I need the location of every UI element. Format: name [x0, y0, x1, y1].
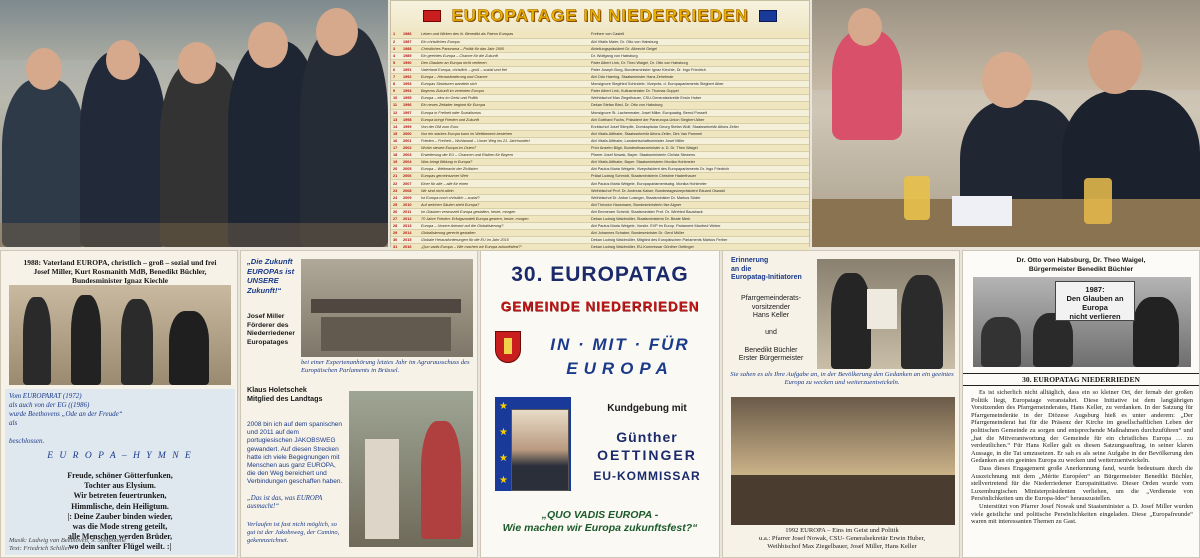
program-row	[391, 208, 809, 215]
program-row-theme: Globale Herausforderungen für die EU im Jahr 2015	[419, 237, 589, 244]
miller-quote: „Die Zukunft EUROPAs ist UNSERE Zukunft!“	[247, 257, 295, 295]
program-row-year: 1990	[401, 59, 419, 66]
program-row-year: 1998	[401, 116, 419, 123]
program-row-theme: Im Glauben verwurzelt Europa gestalten, heute, morgen	[419, 208, 589, 215]
program-row-year: 2006	[401, 173, 419, 180]
coat-of-arms-icon	[495, 331, 521, 363]
program-row-theme: Europa bringt Frieden und Zukunft	[419, 116, 589, 123]
program-row-theme: Europas gemeinsamer Wert	[419, 173, 589, 180]
program-row-theme: Ein neues Zeitalter beginnt für Europa	[419, 102, 589, 109]
program-row-theme: Ein geeintes Europa – Chance für die Zukunft	[419, 52, 589, 59]
program-row	[391, 180, 809, 187]
program-row-year: 1997	[401, 109, 419, 116]
program-row-speakers: Abt Emmeram Scheidl, Staatsminister Prof. Dr. Winfried Bausback	[589, 208, 809, 215]
group-photo	[0, 0, 388, 247]
program-row-theme: Einer für alle – alle für einen	[419, 180, 589, 187]
program-row-year: 1993	[401, 81, 419, 88]
poster-office: EU-KOMMISSAR	[593, 469, 701, 483]
program-row	[391, 95, 809, 102]
program-row-number: 8	[391, 81, 401, 88]
hymn-caption: Vom EUROPARAT (1972) als auch von der EG ((1986) wurde Beethovens „Ode an der Freude“ als beschlossen.	[9, 392, 123, 445]
program-row-number: 26	[391, 208, 401, 215]
article-text	[971, 389, 1193, 526]
program-row-number: 9	[391, 88, 401, 95]
poster-last-name: OETTINGER	[597, 447, 697, 463]
poster-question: „QUO VADIS EUROPA - Wie machen wir Europa zukunftsfest?“	[502, 509, 698, 534]
program-row-speakers: Prior Anselm Bilgri, Bundesfinanzminister a. D. Dr. Theo Waigel	[589, 145, 809, 152]
program-row-theme: Europas Strukturen wandeln sich	[419, 81, 589, 88]
program-row	[391, 52, 809, 59]
program-row	[391, 187, 809, 194]
initiators-names: Pfarrgemeinderats- vorsitzender Hans Keller und Benedikt Büchler Erster Bürgermeister	[738, 295, 804, 363]
holetschek-name: Klaus Holetschek Mitglied des Landtags	[247, 385, 323, 403]
program-row-speakers: Abt Vitalis Maier, Dr. Otto von Habsburg	[589, 38, 809, 45]
program-row-number: 3	[391, 45, 401, 52]
program-row-theme: Wohin steuert Europa im Osten?	[419, 145, 589, 152]
program-row	[391, 152, 809, 159]
program-row-speakers: Abt Paulus Maria Weigele, Vorsitz. EVP im Europ. Parlament Manfred Weber	[589, 223, 809, 230]
program-row-number: 19	[391, 159, 401, 166]
program-row-theme: Europa – Unsere Antwort auf die Globalisierung?	[419, 223, 589, 230]
jakobsweg-photo	[349, 391, 473, 547]
poster-motto-line1: IN · MIT · FÜR	[550, 335, 690, 354]
program-row	[391, 88, 809, 95]
program-row-speakers: Pater Joseph Burg, Bundesminister Ignaz Kiechle, Dr. Ingo Friedrich	[589, 66, 809, 73]
program-row-year: 2000	[401, 130, 419, 137]
program-row-speakers: Abteilungspräsident Dr. Albrecht Geigel	[589, 45, 809, 52]
program-row-year: 2002	[401, 145, 419, 152]
program-row-speakers: Abt Gotthard Fuchs, Präsident der Paneuropa-Union Siegbert Alber	[589, 116, 809, 123]
program-row-speakers: Abt Paulus Maria Weigele, Europaparlamentsabg. Monika Hohlmeier	[589, 180, 809, 187]
program-row-year: 2009	[401, 194, 419, 201]
program-row-speakers: Abt Odo Haering, Staatsminister Hans Zehetmair	[589, 74, 809, 81]
program-row-speakers: Pfarrer Josef Nowak, Bayer. Staatsministerin Christa Stewens	[589, 152, 809, 159]
program-row-year: 2004	[401, 159, 419, 166]
program-row-speakers: Abt Paulus Maria Weigele, Vizepräsident des Europaparlaments Dr. Ingo Friedrich	[589, 166, 809, 173]
program-row	[391, 145, 809, 152]
program-row-year: 2013	[401, 223, 419, 230]
flag-icon	[423, 10, 441, 22]
program-row-number: 29	[391, 230, 401, 237]
program-row-theme: Frieden – Freiheit – Wohlstand – Unser Weg ins 21. Jahrhundert	[419, 137, 589, 144]
program-row	[391, 45, 809, 52]
program-row-speakers: Abt Vitalis Altthaler, Landwirtschaftsminister Josef Miller	[589, 137, 809, 144]
miller-name: Josef Miller Förderer des Niederriedener Europatages	[247, 313, 295, 346]
program-row	[391, 137, 809, 144]
program-row-number: 6	[391, 66, 401, 73]
program-row	[391, 215, 809, 222]
program-row	[391, 130, 809, 137]
initiators-title: Erinnerung an die Europatag-Initiatoren	[731, 257, 802, 282]
program-row	[391, 223, 809, 230]
panel-initiators	[722, 250, 960, 558]
holetschek-quote: „Das ist das, was EUROPA ausmacht!“	[247, 495, 323, 511]
program-title: EUROPATAGE IN NIEDERRIEDEN	[451, 6, 749, 25]
article-photo-header: Dr. Otto von Habsburg, Dr. Theo Waigel, Bürgermeister Benedikt Büchler	[1016, 257, 1146, 273]
program-row-speakers: Abt Vitalis Altthaler, Staatssekretär Alfons Zeller, Dirk Van Pammel	[589, 130, 809, 137]
program-row-theme: Leben und Wirken des hl. Benedikt als Patron Europas	[419, 31, 589, 38]
program-row-speakers: Abt Johannes Schaber, Bundesminister Dr. Gerd Müller	[589, 230, 809, 237]
program-row-theme: Was bringt Bildung in Europa?	[419, 159, 589, 166]
program-row-theme: Globalisierung gerecht gestalten	[419, 230, 589, 237]
panel-1988-header: 1988: Vaterland EUROPA, christlich – groß – sozial und frei Josef Miller, Kurt Rosmanith MdB, Benedikt Büchler, Bundesminister Ignaz Kiechle	[23, 258, 217, 285]
program-row-year: 2012	[401, 215, 419, 222]
program-row-number: 1	[391, 31, 401, 38]
program-row-theme: Nur ein starkes Europa kann im Wettbewerb bestehen	[419, 130, 589, 137]
program-row-year: 2011	[401, 208, 419, 215]
program-row-year: 2007	[401, 180, 419, 187]
program-row-number: 17	[391, 145, 401, 152]
article-paragraph: Es ist sicherlich nicht alltäglich, dass ein so kleiner Ort, der fernab der großen Politik liegt, Europatage veranstaltet. Diese Initiative ist dem langjährigen Vorsitzenden des Pfarrgemeinderates, Hans Keller, zu verdanken. In der Satzung für Pfarrgemeinderäte in der Diözese Augsburg hieß es unter anderem: „Der Pfarrgemeinderat hat für die Präsenz der Kirche im gesellschaftlichen Leben der politischen Gemeinde zu sorgen und entsprechende Maßnahmen durchzuführen“ und „hat die Mitverantwortung der Gemeinde für ein christliches Europa … zu verdeutlichen.“ Für Hans Keller galt es diesen Satzungsauftrag, in seiner klaren Aussage, in die Tat umzusetzen. Er sah es als seine Aufgabe in der Bevölkerung den Gedanken an ein geeintes Europa zu wecken und weiterzuentwickeln.	[971, 389, 1193, 465]
program-row-theme: Bayerns Zukunft im vereinten Europa	[419, 88, 589, 95]
program-row-year: 1996	[401, 102, 419, 109]
program-row-number: 11	[391, 102, 401, 109]
program-row-number: 15	[391, 130, 401, 137]
program-title-bar	[391, 1, 809, 31]
program-row-speakers: Monsignore St. Lachenmaier, Josef Miller, Europaabg. Bernd Posselt	[589, 109, 809, 116]
program-row-theme: 70 Jahre Frieden: Erfolgsmodell Europa gestern, heute, morgen	[419, 215, 589, 222]
panel-1988-hymn	[0, 250, 238, 558]
program-row-theme: Europa – Herausforderung und Chance	[419, 74, 589, 81]
poster-title: 30. EUROPATAG	[511, 263, 689, 286]
program-row-year: 1991	[401, 66, 419, 73]
photo-1988	[9, 285, 231, 385]
program-row-year: 2003	[401, 152, 419, 159]
program-row-speakers: Erzbischof Josef Stimpfle, Domkapitular Georg Stefan Wolf, Staatssekretär Alfons Zeller	[589, 123, 809, 130]
program-row-number: 12	[391, 109, 401, 116]
program-row-theme: Europa – Weltmacht der Zivilisten	[419, 166, 589, 173]
program-row-speakers: Prälat Ludwig Schmidt, Staatsministerin Christine Haderthauer	[589, 173, 809, 180]
program-row-year: 1989	[401, 52, 419, 59]
program-row-number: 13	[391, 116, 401, 123]
initiators-photo	[817, 259, 955, 369]
program-row-speakers: Weihbischof Prof. Dr. Andreas Kaiser, Bundestagsvizepräsident Eduard Oswald	[589, 187, 809, 194]
program-row-speakers: Pater Albert Link, Dr. Theo Waigel, Dr. Otto von Habsburg	[589, 59, 809, 66]
program-row-number: 28	[391, 223, 401, 230]
1987-banner: 1987: Den Glauben an Europa nicht verlieren	[1055, 281, 1135, 321]
hymn-credits: Musik: Ludwig van Beethoven, 9. Symphonie Text: Friedrich Schiller	[9, 537, 127, 552]
program-row-theme: Europa in Freiheit oder Sozialismus	[419, 109, 589, 116]
hall-1992-photo	[731, 397, 955, 525]
program-row	[391, 109, 809, 116]
program-row-theme: Auf welchen Säulen steht Europa?	[419, 201, 589, 208]
program-row-theme: Europa – eins im Geist und Politik	[419, 95, 589, 102]
poster-motto-line2: EUROPA	[566, 359, 674, 378]
program-row-theme: Christliches Panorama – Politik für das Jahr 2000	[419, 45, 589, 52]
program-row-theme: Erweiterung der EU – Chancen und Risiken für Bayern	[419, 152, 589, 159]
panel-quotes	[240, 250, 478, 558]
program-row-number: 27	[391, 215, 401, 222]
program-row	[391, 38, 809, 45]
program-row-theme: Den Glauben an Europa nicht verlieren	[419, 59, 589, 66]
program-row-speakers: Dr. Wolfgang von Habsburg	[589, 52, 809, 59]
program-row	[391, 173, 809, 180]
program-row-number: 7	[391, 74, 401, 81]
program-row	[391, 66, 809, 73]
program-row-number: 23	[391, 187, 401, 194]
program-row-speakers: Monsignore Siegfried Schindele, Vizepräs. d. Europaparlaments Siegbert Alber	[589, 81, 809, 88]
program-row-year: 1995	[401, 95, 419, 102]
article-paragraph: Dass dieses Engagement große Anerkennung fand, wurde bedeutsam durch die Auszeichnung mit dem „Mérite Européen“ an Bürgermeister Benedikt Büchler, stellvertretend für die Niederriedener Europainitiative. Dieser Orden wurde vom Luxemburgischen Ministerpräsidenten verliehen, um die „Verdienste von Persönlichkeiten um die Europa-Idee“ herauszustellen.	[971, 464, 1193, 503]
program-row-number: 25	[391, 201, 401, 208]
program-row-number: 30	[391, 237, 401, 244]
program-row-speakers: Abt Theodor Hausmann, Bundesministerin Ilse Aigner	[589, 201, 809, 208]
program-row-speakers: Freiherr von Castell	[589, 31, 809, 38]
holetschek-text: 2008 bin ich auf dem spanischen und 2011 auf dem portugiesischen JAKOBSWEG gewandert. Auf diesen Strecken hatte ich viele Begegnungen mit Menschen aus ganz EUROPA, die den Weg bereichert und Verbindungen geschaffen haben.	[247, 421, 343, 486]
program-row-number: 16	[391, 137, 401, 144]
program-row	[391, 81, 809, 88]
europatag-poster	[480, 250, 720, 558]
program-row-number: 18	[391, 152, 401, 159]
flag-icon	[759, 10, 777, 22]
program-row-theme: Vaterland Europa, christlich – groß – sozial und frei	[419, 66, 589, 73]
hymn-verse: Freude, schöner Götterfunken, Tochter aus Elysium. Wir betreten feuertrunken, Himmlische, dein Heiligtum. |: Deine Zauber binden wieder, was die Mode streng geteilt, alle Menschen werden Brüder, wo dein sanfter Flügel weilt. :|	[67, 471, 173, 552]
program-row-year: 2010	[401, 201, 419, 208]
program-row-number: 20	[391, 166, 401, 173]
program-row-theme: Ist Europa noch christlich – sozial?	[419, 194, 589, 201]
initiators-caption: Sie sahen es als Ihre Aufgabe an, in der Bevölkerung den Gedanken an ein geeintes Europa zu wecken und weiterzuentwickeln.	[730, 371, 954, 387]
hall-1992-caption: 1992 EUROPA – Eins im Geist und Politik u.a.: Pfarrer Josef Nowak, CSU- Generalsekretär Erwin Huber, Weihbischof Max Ziegelbauer, Josef Miller, Hans Keller	[758, 527, 926, 550]
program-row-year: 1992	[401, 74, 419, 81]
program-row-number: 21	[391, 173, 401, 180]
program-row-theme: Von der DM zum Euro	[419, 123, 589, 130]
program-row	[391, 123, 809, 130]
program-table	[391, 31, 809, 251]
signing-photo	[812, 0, 1200, 247]
hearing-photo	[301, 259, 473, 357]
program-row-year: 2014	[401, 230, 419, 237]
program-row	[391, 102, 809, 109]
program-row-year: 2016	[401, 244, 419, 251]
panel-article	[962, 250, 1200, 558]
program-row-year: 1999	[401, 123, 419, 130]
program-row	[391, 166, 809, 173]
program-row-speakers: Pater Albert Link, Kultusminister Dr. Thomas Goppel	[589, 88, 809, 95]
program-row	[391, 201, 809, 208]
program-row-year: 1994	[401, 88, 419, 95]
program-row-year: 2008	[401, 187, 419, 194]
program-row-speakers: Weihbischof Dr. Anton Losinger, Staatsminister Dr. Markus Söder	[589, 194, 809, 201]
program-row-year: 2005	[401, 166, 419, 173]
program-row	[391, 159, 809, 166]
program-row-number: 4	[391, 52, 401, 59]
eu-flag-icon: ★ ★ ★ ★	[495, 397, 571, 491]
program-row	[391, 230, 809, 237]
program-row	[391, 59, 809, 66]
program-row	[391, 237, 809, 244]
program-row-number: 24	[391, 194, 401, 201]
program-row-year: 2001	[401, 137, 419, 144]
program-row-number: 14	[391, 123, 401, 130]
program-row-year: 1988	[401, 45, 419, 52]
program-row-year: 1986	[401, 31, 419, 38]
hymn-title: E U R O P A – H Y M N E	[47, 451, 193, 461]
oettinger-portrait	[511, 409, 569, 491]
program-row	[391, 74, 809, 81]
holetschek-note: Verlaufen ist fast nicht möglich, so gut ist der Jakobsweg, der Camino, gekennzeichnet.	[247, 521, 340, 544]
program-row-year: 2015	[401, 237, 419, 244]
program-row-number: 22	[391, 180, 401, 187]
program-row-number: 31	[391, 244, 401, 251]
program-row-number: 2	[391, 38, 401, 45]
program-row-speakers: Dekan Ludwig Waldmüller, Staatsministerin Dr. Beate Merk	[589, 215, 809, 222]
program-row-number: 10	[391, 95, 401, 102]
program-row-theme: Ein christliches Europa	[419, 38, 589, 45]
program-row	[391, 31, 809, 38]
article-title: 30. EUROPATAG NIEDERRIEDEN	[963, 373, 1199, 386]
program-row-theme: „Quo vadis Europa – Wie machen wir Europa zukunftsfest?“	[419, 244, 589, 251]
program-row-speakers: Weihbischof Max Ziegelbauer, CSU-Generalsekretär Erwin Huber	[589, 95, 809, 102]
hearing-caption: bei einer Expertenanhörung letztes Jahr im Agrarausschuss des Europäischen Parlaments in Brüssel.	[301, 359, 470, 374]
poster-first-name: Günther	[616, 429, 678, 445]
program-row-theme: Wir sind nicht allein	[419, 187, 589, 194]
article-paragraph: Unterstützt von Pfarrer Josef Nowak und Staatsminister a. D. Josef Miller wurden viele geistliche und politische Persönlichkeiten eingeladen. Diese „Europafreunde“ waren mit interessanten Themen zu Gast.	[971, 502, 1193, 526]
program-row-number: 5	[391, 59, 401, 66]
program-row-speakers: Abt Vitalis Altthaler, Bayer. Staatsministerin Monika Hohlmeier	[589, 159, 809, 166]
program-row	[391, 194, 809, 201]
program-row-speakers: Dekan Stefan Bied, Dr. Otto von Habsburg	[589, 102, 809, 109]
hymn-box	[5, 389, 235, 555]
europatage-program-table	[390, 0, 810, 250]
program-row-speakers: Dekan Ludwig Waldmüller, Mitglied des Europäischen Parlaments Markus Ferber	[589, 237, 809, 244]
poster-rally: Kundgebung mit	[607, 403, 687, 414]
program-row-speakers: Dekan Ludwig Waldmüller, EU-Kommissar Günther Oettinger	[589, 244, 809, 251]
poster-municipality: GEMEINDE NIEDERRIEDEN	[500, 299, 700, 314]
program-row	[391, 116, 809, 123]
program-row-year: 1987	[401, 38, 419, 45]
